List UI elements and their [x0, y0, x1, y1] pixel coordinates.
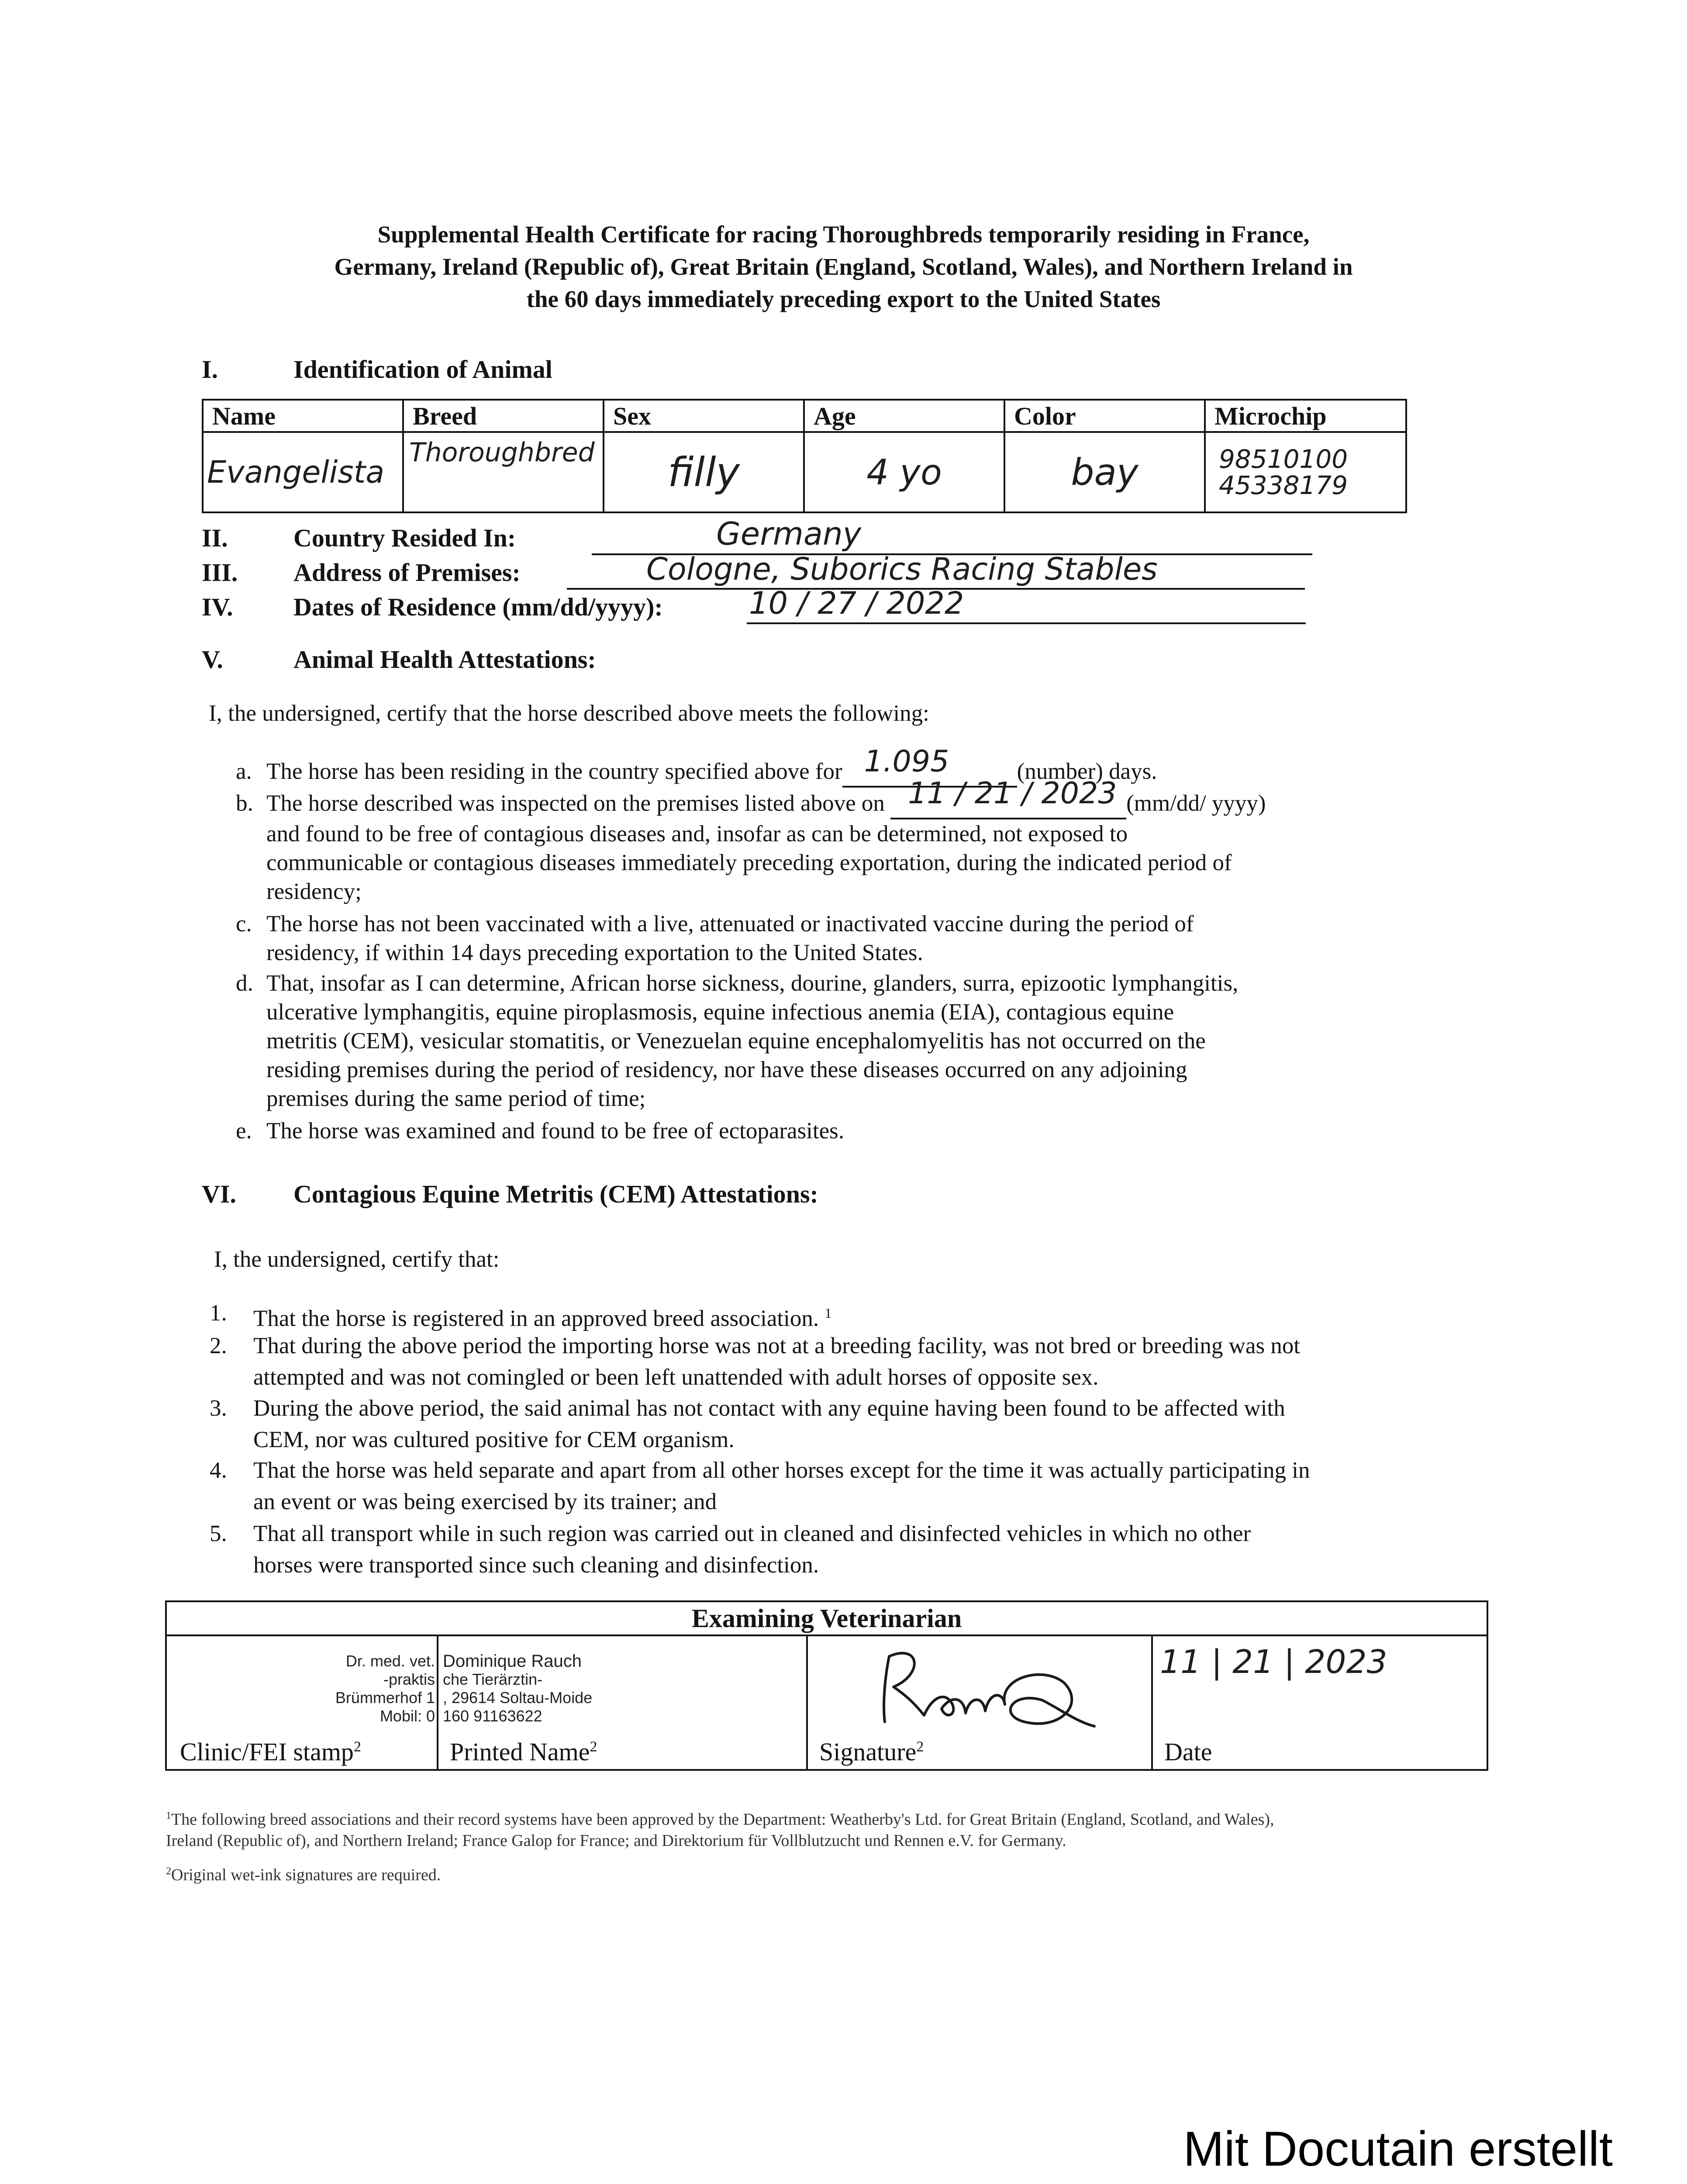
- attestation-item-b: [236, 776, 1502, 907]
- stamp-text: che Tierärztin-: [443, 1670, 543, 1688]
- footnote-ref: 2: [916, 1738, 924, 1755]
- country-label: Country Resided In:: [293, 524, 516, 552]
- section-number: IV.: [202, 593, 233, 621]
- attestation-item-d: [236, 969, 1502, 1117]
- dates-label: Dates of Residence (mm/dd/yyyy):: [293, 593, 663, 621]
- inspection-date-value: 11 / 21 / 2023: [908, 776, 1117, 811]
- stamp-text: Dominique Rauch: [443, 1652, 582, 1671]
- signature-cell: [806, 1635, 1153, 1771]
- clinic-stamp-right: [443, 1652, 592, 1725]
- item-text-line-1: That, insofar as I can determine, African horse sickness, dourine, glanders, surra, epizootic lymphangitis,: [266, 971, 1239, 996]
- breed-value: Thoroughbred: [403, 432, 604, 512]
- section-number: VI.: [202, 1180, 236, 1208]
- footnote-ref: 2: [590, 1738, 597, 1755]
- animal-identification-table: [202, 399, 1407, 513]
- section-number: V.: [202, 645, 223, 674]
- date-cell: [1151, 1635, 1487, 1771]
- section-title: Animal Health Attestations:: [293, 645, 596, 674]
- table-header-row: [203, 400, 1406, 432]
- item-text-line-2: attempted and was not comingled or been left unattended with adult horses of opposite sex.: [253, 1365, 1099, 1390]
- section-title: Identification of Animal: [293, 355, 552, 384]
- attestation-item-c: [236, 909, 1502, 971]
- item-marker: 1.: [210, 1300, 227, 1326]
- table-row: [203, 432, 1406, 512]
- footnote-text: The following breed associations and their record systems have been approved by the Department: Weatherby's Ltd. for Great Britain (England, Scotland, and Wales),: [171, 1810, 1274, 1829]
- horse-name-value: Evangelista: [203, 432, 403, 512]
- dates-value: 10 / 27 / 2022: [749, 585, 964, 621]
- footnote-2: [166, 1861, 1520, 1886]
- address-label: Address of Premises:: [293, 558, 521, 587]
- residence-days-value: 1.095: [864, 744, 949, 779]
- section-number: I.: [202, 355, 218, 384]
- stamp-text: , 29614 Soltau-Moide: [443, 1689, 593, 1707]
- column-header-age: Age: [804, 400, 1004, 432]
- attestation-intro: I, the undersigned, certify that the horse described above meets the following:: [209, 701, 929, 726]
- item-text-line-2: ulcerative lymphangitis, equine piroplasmosis, equine infectious anemia (EIA), contagious equine: [266, 999, 1174, 1025]
- clinic-label: [180, 1737, 361, 1766]
- item-text-suffix: (mm/dd/ yyyy): [1126, 791, 1266, 816]
- cem-item: [210, 1393, 1520, 1455]
- item-text-line-4: residency;: [266, 879, 362, 904]
- cem-item: [210, 1518, 1520, 1581]
- address-value: Cologne, Suborics Racing Stables: [646, 551, 1158, 587]
- cem-item: [210, 1297, 1520, 1329]
- item-text-line-2: horses were transported since such cleaning and disinfection.: [253, 1552, 819, 1578]
- signature-icon: [859, 1639, 1103, 1739]
- item-text-line-3: metritis (CEM), vesicular stomatitis, or Venezuelan equine encephalomyelitis has not occurred on the: [266, 1028, 1206, 1054]
- item-text: That the horse is registered in an approved breed association.: [253, 1306, 819, 1331]
- clinic-stamp-left: [335, 1652, 435, 1725]
- item-marker: 2.: [210, 1333, 227, 1358]
- item-marker: 5.: [210, 1521, 227, 1546]
- footnote-text: Original wet-ink signatures are required.: [171, 1866, 441, 1884]
- item-marker: c.: [236, 911, 252, 936]
- cem-item: [210, 1330, 1520, 1393]
- attestation-item-a: [236, 744, 1502, 786]
- column-header-sex: Sex: [604, 400, 804, 432]
- microchip-value: [1205, 432, 1406, 512]
- item-marker: e.: [236, 1118, 252, 1144]
- item-text-line-1: During the above period, the said animal has not contact with any equine having been found to be affected with: [253, 1396, 1285, 1421]
- item-text: The horse described was inspected on the premises listed above on: [266, 791, 885, 816]
- sex-value: filly: [604, 432, 804, 512]
- docutain-watermark: Mit Docutain erstellt: [1183, 2122, 1613, 2176]
- microchip-line-2: 45338179: [1219, 470, 1348, 500]
- stamp-text: 160 91163622: [443, 1707, 542, 1725]
- footnote-1: [166, 1805, 1520, 1851]
- footnote-mark: 2: [166, 1866, 171, 1877]
- signature-date-value: 11 | 21 | 2023: [1160, 1643, 1387, 1681]
- attestation-item-e: [236, 1116, 1502, 1147]
- section-number: II.: [202, 524, 228, 552]
- item-text-line-1: That the horse was held separate and apart from all other horses except for the time it was actually participating in: [253, 1458, 1310, 1483]
- printed-name-label: [450, 1737, 597, 1766]
- label-text: Clinic/FEI stamp: [180, 1738, 354, 1766]
- vet-box-heading: Examining Veterinarian: [167, 1602, 1487, 1636]
- country-value: Germany: [716, 515, 862, 552]
- item-text: The horse has been residing in the country specified above for: [266, 759, 842, 784]
- footnote-ref: 1: [825, 1305, 832, 1321]
- color-value: bay: [1004, 432, 1205, 512]
- item-text-line-4: residing premises during the period of residency, nor have these diseases occurred on any adjoining: [266, 1057, 1187, 1082]
- item-text-line-1: The horse has not been vaccinated with a live, attenuated or inactivated vaccine during the period of: [266, 911, 1194, 936]
- label-text: Printed Name: [450, 1738, 590, 1766]
- item-text-suffix: (number) days.: [1017, 759, 1157, 784]
- cem-item: [210, 1455, 1520, 1517]
- stamp-text: -praktis: [383, 1670, 435, 1688]
- title-line-1: Supplemental Health Certificate for racing Thoroughbreds temporarily residing in France,: [377, 221, 1310, 248]
- item-text-line-3: communicable or contagious diseases immediately preceding exportation, during the indicated period of: [266, 850, 1232, 875]
- footnote-ref: 2: [353, 1738, 361, 1755]
- stamp-text: Dr. med. vet.: [345, 1652, 435, 1670]
- footnote-mark: 1: [166, 1810, 171, 1821]
- item-text-line-2: residency, if within 14 days preceding exportation to the United States.: [266, 940, 923, 965]
- item-text-line-1: That during the above period the importing horse was not at a breeding facility, was not bred or breeding was not: [253, 1333, 1301, 1358]
- item-marker: d.: [236, 971, 253, 996]
- section-title: Contagious Equine Metritis (CEM) Attestations:: [293, 1180, 818, 1208]
- item-marker: 3.: [210, 1396, 227, 1421]
- item-text-line-2: CEM, nor was cultured positive for CEM organism.: [253, 1427, 735, 1452]
- examining-veterinarian-box: [165, 1600, 1488, 1771]
- item-text-line-2: and found to be free of contagious diseases and, insofar as can be determined, not exposed to: [266, 821, 1128, 847]
- item-marker: a.: [236, 759, 252, 784]
- cem-intro: I, the undersigned, certify that:: [214, 1247, 500, 1272]
- date-label: Date: [1164, 1738, 1212, 1766]
- stamp-text: Mobil: 0: [379, 1707, 435, 1725]
- stamp-text: Brümmerhof 1: [335, 1689, 435, 1707]
- item-marker: b.: [236, 791, 253, 816]
- column-header-color: Color: [1004, 400, 1205, 432]
- clinic-stamp-cell: [167, 1635, 438, 1771]
- section-number: III.: [202, 558, 238, 587]
- column-header-breed: Breed: [403, 400, 604, 432]
- footnote-text: Ireland (Republic of), and Northern Ireland; France Galop for France; and Direktorium für Vollblutzucht und Rennen e.V. for Germany.: [166, 1831, 1066, 1850]
- item-marker: 4.: [210, 1458, 227, 1483]
- item-text: The horse was examined and found to be free of ectoparasites.: [266, 1118, 845, 1144]
- column-header-microchip: Microchip: [1205, 400, 1406, 432]
- title-line-3: the 60 days immediately preceding export to the United States: [526, 286, 1161, 312]
- item-text-line-1: That all transport while in such region was carried out in cleaned and disinfected vehicles in which no other: [253, 1521, 1251, 1546]
- signature-label: [819, 1737, 924, 1766]
- microchip-line-1: 98510100: [1219, 444, 1348, 474]
- age-value: 4 yo: [804, 432, 1004, 512]
- item-text-line-5: premises during the same period of time;: [266, 1086, 646, 1111]
- label-text: Signature: [819, 1738, 917, 1766]
- title-line-2: Germany, Ireland (Republic of), Great Britain (England, Scotland, Wales), and Northern Ireland in: [334, 253, 1353, 280]
- printed-name-cell: [437, 1635, 808, 1771]
- item-text-line-2: an event or was being exercised by its trainer; and: [253, 1489, 717, 1514]
- certificate-title: [131, 218, 1556, 315]
- column-header-name: Name: [203, 400, 403, 432]
